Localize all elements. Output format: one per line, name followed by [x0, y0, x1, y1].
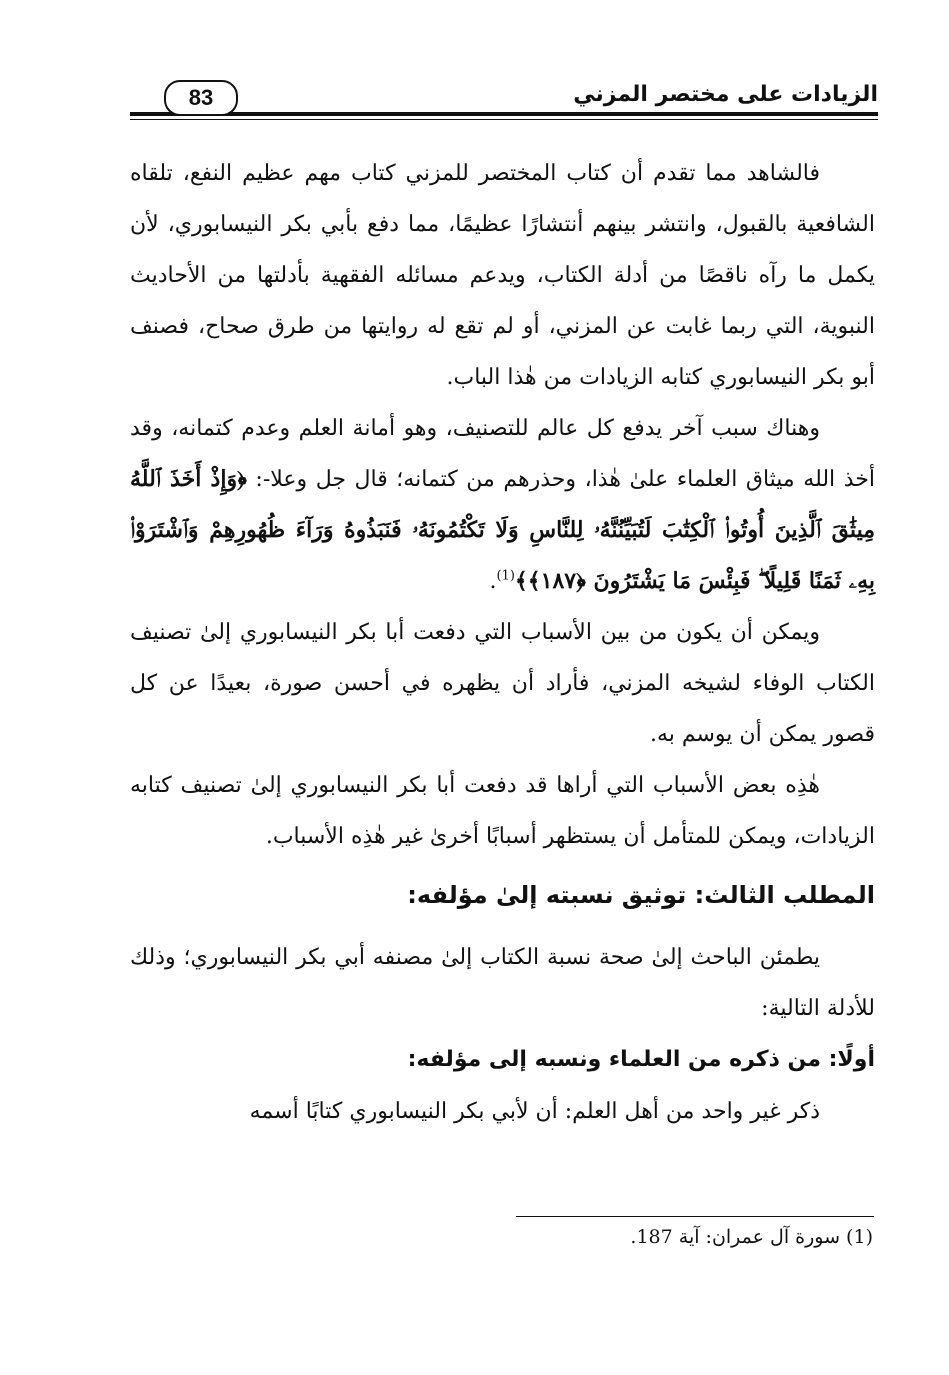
footnote-1: (1) سورة آل عمران: آية 187.	[630, 1226, 873, 1248]
paragraph-6: ذكر غير واحد من أهل العلم: أن لأبي بكر النيسابوري كتابًا أسمه	[249, 1099, 820, 1124]
running-title: الزيادات على مختصر المزني	[573, 82, 878, 107]
paragraph-4: هٰذِه بعض الأسباب التي أراها قد دفعت أبا بكر النيسابوري إلىٰ تصنيف كتابه الزيادات، ويمكن للمتأمل أن يستظهر أسبابًا أخرىٰ غير هٰذِه الأسباب.	[130, 773, 875, 849]
footnote-ref-1: (1)	[496, 568, 515, 584]
body-text	[130, 148, 875, 1137]
page-header	[130, 78, 878, 128]
header-rule-thin	[130, 119, 878, 120]
section-heading: المطلب الثالث: توثيق نسبته إلىٰ مؤلفه:	[407, 881, 875, 909]
quran-verse: ﴿وَإِذْ أَخَذَ ٱللَّهُ مِيثَٰقَ ٱلَّذِينَ أُوتُوا۟ ٱلْكِتَٰبَ لَتُبَيِّنُنَّهُۥ لِلنَّاسِ وَلَا تَكْتُمُونَهُۥ فَنَبَذُوهُ وَرَآءَ ظُهُورِهِمْ وَٱشْتَرَوْا۟ بِهِۦ ثَمَنًا قَلِيلًا ۖ فَبِئْسَ مَا يَشْتَرُونَ ﴿١٨٧﴾﴾	[130, 466, 875, 594]
paragraph-2-end: .	[489, 569, 497, 594]
footnote-separator	[516, 1216, 874, 1217]
paragraph-2	[130, 403, 875, 607]
paragraph-5: يطمئن الباحث إلىٰ صحة نسبة الكتاب إلىٰ مصنفه أبي بكر النيسابوري؛ وذلك للأدلة التالية:	[130, 945, 875, 1021]
paragraph-2-text: وهناك سبب آخر يدفع كل عالم للتصنيف، وهو أمانة العلم وعدم كتمانه، وقد أخذ الله ميثاق العلماء علىٰ هٰذا، وحذرهم من كتمانه؛ قال جل وعلا-:	[130, 416, 875, 492]
paragraph-3: ويمكن أن يكون من بين الأسباب التي دفعت أبا بكر النيسابوري إلىٰ تصنيف الكتاب الوفاء لشيخه المزني، فأراد أن يظهره في أحسن صورة، بعيدًا عن كل قصور يمكن أن يوسم به.	[130, 620, 875, 747]
paragraph-1: فالشاهد مما تقدم أن كتاب المختصر للمزني كتاب مهم عظيم النفع، تلقاه الشافعية بالقبول، وانتشر بينهم أنتشارًا عظيمًا، مما دفع بأبي بكر النيسابوري، لأن يكمل ما رآه ناقصًا من أدلة الكتاب، ويدعم مسائله الفقهية بأدلتها من الأحاديث النبوية، التي ربما غابت عن المزني، أو لم تقع له روايتها من طرق صحاح، فصنف أبو بكر النيسابوري كتابه الزيادات من هٰذا الباب.	[130, 161, 875, 390]
page-number: 83	[164, 80, 238, 116]
header-rule-thick	[130, 112, 878, 116]
subsection-heading: أولًا: من ذكره من العلماء ونسبه إلى مؤلفه:	[407, 1047, 875, 1072]
